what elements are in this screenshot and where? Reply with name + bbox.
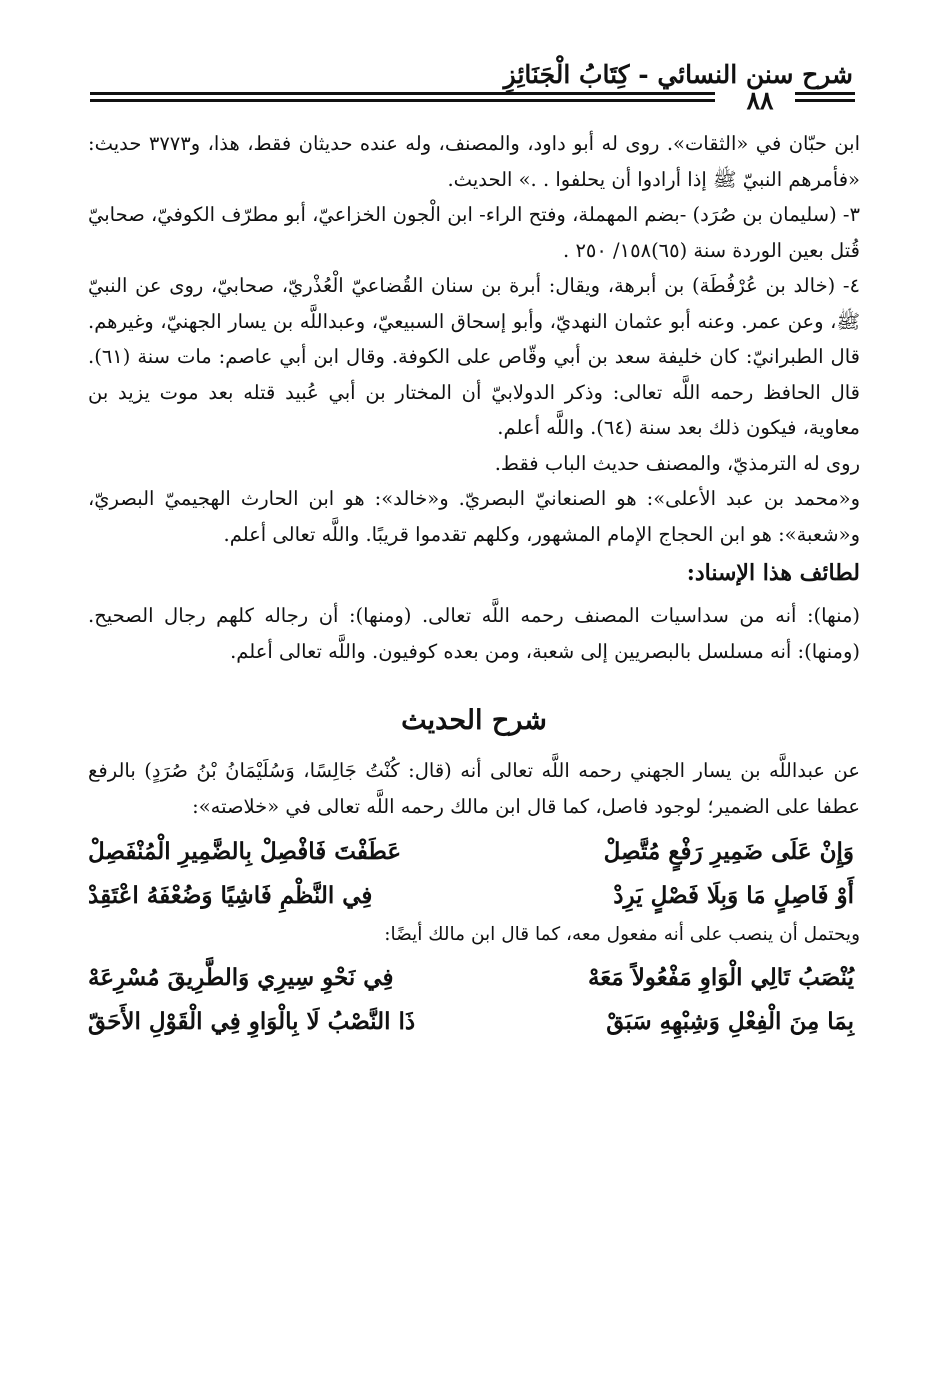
page-number: ٨٨ — [746, 86, 774, 115]
verse-hemistich: فِي نَحْوِ سِيرِي وَالطَّرِيقَ مُسْرِعَهْ — [88, 964, 394, 991]
verse-hemistich: بِمَا مِنَ الْفِعْلِ وَشِبْهِهِ سَبَقْ — [606, 1008, 854, 1035]
verse-hemistich: فِي النَّظْمِ فَاشِيًا وَضُعْفَهُ اعْتَقِدْ — [88, 882, 373, 909]
section-heading: لطائف هذا الإسناد: — [686, 560, 860, 586]
paragraph: ٤- (خالد بن عُرْفُطَة) بن أبرهة، ويقال: أبرة بن سنان القُضاعيّ الْعُذْريّ، صحابيّ، روى عن النبيّ ﷺ، وعن عمر. وعنه أبو عثمان النهديّ، وأبو إسحاق السبيعيّ، وعبداللَّه بن يسار الجهنيّ، وغيرهم. قال الطبرانيّ: كان خليفة سعد بن أبي وقّاص على الكوفة. وقال ابن أبي عاصم: مات سنة (٦١). قال الحافظ رحمه اللَّه تعالى: وذكر الدولابيّ أن المختار بن أبي عُبيد قتله بعد موت يزيد بن معاوية، فيكون ذلك بعد سنة (٦٤). واللَّه أعلم. — [88, 274, 860, 439]
verse-line — [88, 1000, 860, 1044]
header-rule — [795, 99, 855, 102]
section-heading: شرح الحديث — [401, 705, 547, 736]
paragraph: و«محمد بن عبد الأعلى»: هو الصنعانيّ البصريّ. و«خالد»: هو ابن الحارث الهجيميّ البصريّ، و«شعبة»: هو ابن الحجاج الإمام المشهور، وكلهم تقدموا قريبًا. واللَّه تعالى أعلم. — [88, 487, 860, 546]
header-rule — [90, 92, 715, 95]
verse-line — [88, 830, 860, 874]
verse-hemistich: وَإِنْ عَلَى ضَمِيرِ رَفْعٍ مُتَّصِلْ — [603, 838, 854, 865]
verse-hemistich: عَطَفْتَ فَافْصِلْ بِالضَّمِيرِ الْمُنْفَصِلْ — [88, 838, 402, 865]
paragraph: روى له الترمذيّ، والمصنف حديث الباب فقط. — [494, 451, 860, 475]
verse-hemistich: يُنْصَبُ تَالِي الْوَاوِ مَفْعُولاً مَعَهْ — [587, 964, 854, 991]
verse-hemistich: أَوْ فَاصِلٍ مَا وَبِلَا فَصْلٍ يَرِدْ — [613, 882, 854, 909]
header-rule — [90, 99, 715, 102]
poem-verses — [88, 956, 860, 1044]
running-header-title: شرح سنن النسائي - كِتَابُ الْجَنَائِزِ — [503, 60, 853, 89]
main-text — [88, 126, 860, 1044]
verse-line — [88, 874, 860, 918]
poem-verses — [88, 830, 860, 918]
verse-line — [88, 956, 860, 1000]
verse-hemistich: ذَا النَّصْبُ لَا بِالْوَاوِ فِي الْقَوْلِ الأَحَقّ — [88, 1008, 416, 1035]
header-rule — [795, 92, 855, 95]
paragraph: ٣- (سليمان بن صُرَد) -بضم المهملة، وفتح الراء- ابن الْجون الخزاعيّ، أبو مطرّف الكوفيّ، صحابيّ قُتل بعين الوردة سنة (٦٥)١٥٨/ ٢٥٠ . — [88, 203, 860, 262]
paragraph: ابن حبّان في «الثقات». روى له أبو داود، والمصنف، وله عنده حديثان فقط، هذا، و٣٧٧٣ حديث: «فأمرهم النبيّ ﷺ إذا أرادوا أن يحلفوا . .» الحديث. — [88, 132, 860, 191]
paragraph: (منها): أنه من سداسيات المصنف رحمه اللَّه تعالى. (ومنها): أن رجاله كلهم رجال الصحيح. (ومنها): أنه مسلسل بالبصريين إلى شعبة، ومن بعده كوفيون. واللَّه تعالى أعلم. — [88, 604, 860, 663]
paragraph: عن عبداللَّه بن يسار الجهني رحمه اللَّه تعالى أنه (قال: كُنْتُ جَالِسًا، وَسُلَيْمَانُ بْنُ صُرَدٍ) بالرفع عطفا على الضمير؛ لوجود فاصل، كما قال ابن مالك رحمه اللَّه تعالى في «خلاصته»: — [88, 759, 860, 818]
verse-intro: ويحتمل أن ينصب على أنه مفعول معه، كما قال ابن مالك أيضًا: — [384, 924, 860, 945]
